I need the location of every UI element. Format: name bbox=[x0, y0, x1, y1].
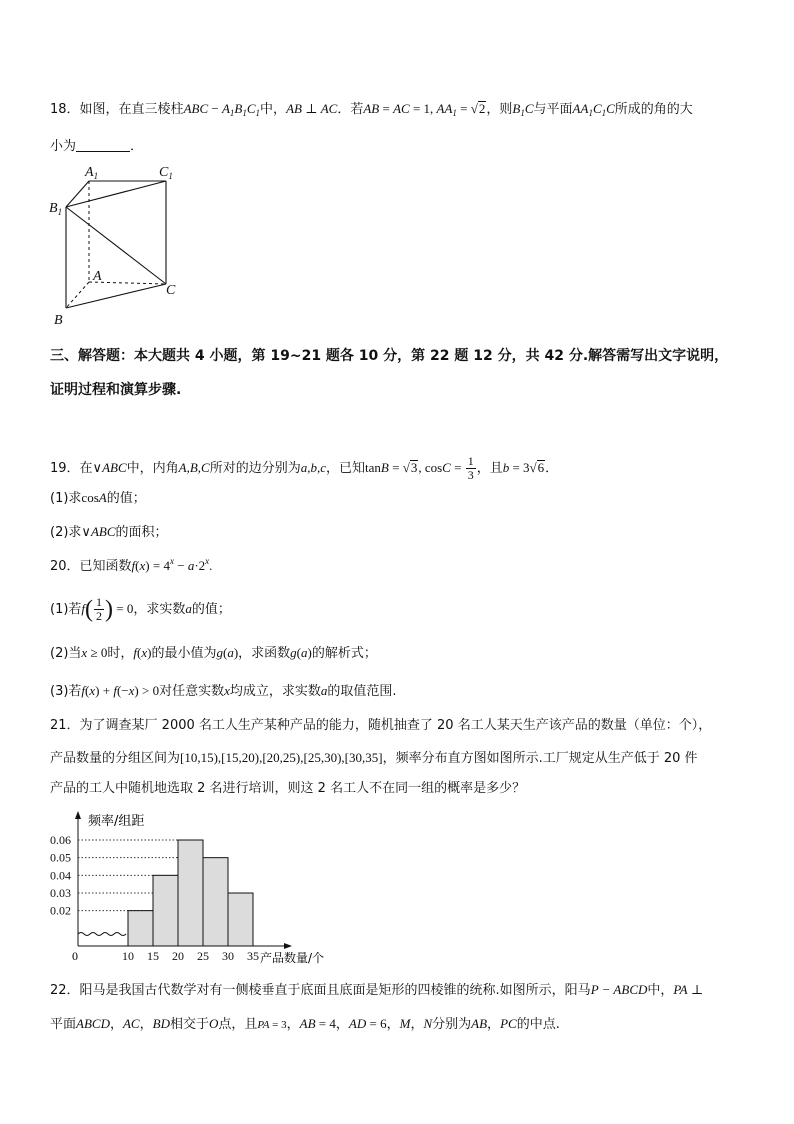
q20-part-2: (2)当x ≥ 0时，f(x)的最小值为g(a)，求函数g(a)的解析式； bbox=[50, 645, 377, 661]
q22-line-1: 22．阳马是我国古代数学对有一侧棱垂直于底面且底面是矩形的四棱锥的统称.如图所示，阳马P − ABCD中，PA ⊥ bbox=[50, 982, 704, 998]
label-a1: $A_1$ bbox=[85, 165, 99, 181]
q19-line-1: 19．在∨ABC中，内角A,B,C所对的边分别为a,b,c，已知tanB = √3, cosC = $\frac{1}{3}$ ，且b = 3√6． bbox=[50, 454, 559, 482]
section-3-heading-line-1: 三、解答题：本大题共 4 小题，第 19~21 题各 10 分，第 22 题 12 分，共 42 分.解答需写出文字说明， bbox=[50, 348, 729, 364]
x-tick-label-25: 25 bbox=[197, 949, 209, 963]
label-c1: $C_1$ bbox=[159, 165, 173, 181]
q21-line-3: 产品的工人中随机地选取 2 名进行培训，则这 2 名工人不在同一组的概率是多少？ bbox=[50, 781, 526, 796]
label-c: C bbox=[166, 283, 176, 298]
origin-label: 0 bbox=[72, 949, 78, 963]
edge-b1c1 bbox=[66, 181, 166, 207]
section-3-heading-line-2: 证明过程和演算步骤. bbox=[50, 382, 182, 398]
q19-part-1: (1)求cosA的值； bbox=[50, 490, 146, 506]
y-axis-label: 频率/组距 bbox=[88, 814, 145, 829]
segment-b1c bbox=[66, 207, 166, 284]
q19-part-2: (2)求∨ABC的面积； bbox=[50, 524, 168, 540]
edge-bc bbox=[66, 284, 166, 308]
fraction-one-half: $\frac{1}{2}$ bbox=[96, 595, 103, 623]
q18-prism-name: ABC bbox=[183, 101, 209, 116]
y-tick-label-0.05: 0.05 bbox=[50, 850, 71, 865]
x-tick-label-30: 30 bbox=[222, 949, 234, 963]
histogram-bar-25-30 bbox=[203, 858, 228, 946]
y-tick-label-0.02: 0.02 bbox=[50, 903, 71, 918]
x-axis-label: 产品数量/个 bbox=[260, 951, 325, 965]
q20-line-1: 20．已知函数$f(x) = 4^x - a\cdot 2^x$. bbox=[50, 556, 213, 574]
q18-text-3: ．若 bbox=[337, 102, 364, 117]
q21-line-2: 产品数量的分组区间为[10,15),[15,20),[20,25),[25,30),[30,35]，频率分布直方图如图所示.工厂规定从生产低于 20 件 bbox=[50, 750, 698, 766]
label-b1: $B_1$ bbox=[49, 201, 63, 217]
q18-text-7: 小为 bbox=[50, 139, 77, 154]
x-tick-label-15: 15 bbox=[147, 949, 159, 963]
histogram-bar-10-15 bbox=[128, 911, 153, 946]
histogram-bar-30-35 bbox=[228, 893, 253, 946]
fraction-one-third: $\frac{1}{3}$ bbox=[467, 454, 474, 482]
y-axis-arrow bbox=[75, 811, 81, 819]
q20-part-3: (3)若f(x) + f(−x) > 0对任意实数x均成立，求实数a的取值范围. bbox=[50, 683, 397, 699]
frequency-histogram bbox=[48, 808, 348, 966]
q18-text-6: 所成的角的大 bbox=[614, 102, 693, 117]
histogram-bar-20-25 bbox=[178, 840, 203, 946]
answer-blank bbox=[76, 137, 130, 152]
y-tick-label-0.06: 0.06 bbox=[50, 833, 71, 847]
q18-text-5: 与平面 bbox=[533, 102, 573, 117]
q18-line-2 bbox=[50, 137, 143, 157]
q20-part-1: (1)若f( $\frac{1}{2}$ ) = 0，求实数a的值； bbox=[50, 595, 231, 623]
label-a: A bbox=[93, 269, 102, 284]
q18-text-2: 中， bbox=[260, 102, 287, 117]
x-tick-label-35: 35 bbox=[247, 949, 259, 963]
hidden-edge-ab bbox=[66, 282, 89, 308]
q22-line-2: 平面ABCD，AC，BD相交于O点，且PA = 3，AB = 4，AD = 6，M，N分别为AB，PC的中点. bbox=[50, 1016, 560, 1032]
x-tick-label-20: 20 bbox=[172, 949, 184, 963]
q18-text-1: 如图，在直三棱柱 bbox=[79, 102, 184, 117]
q18-text-4: ，则 bbox=[486, 102, 513, 117]
q18-text-8: ． bbox=[130, 139, 144, 154]
axis-break-mark bbox=[78, 933, 126, 936]
histogram-bar-15-20 bbox=[153, 875, 178, 946]
edge-a1b1 bbox=[66, 181, 89, 207]
q18-line-1: 18．如图，在直三棱柱ABC − $A_1B_1C_1$中，AB ⊥ AC．若AB = AC = 1, $AA_1 = √2$，则$B_1C$与平面$AA_1C_1C$所成的角的大 bbox=[50, 101, 693, 118]
x-tick-label-10: 10 bbox=[122, 949, 134, 963]
q21-line-1: 21．为了调查某厂 2000 名工人生产某种产品的能力，随机抽查了 20 名工人某天生产该产品的数量（单位：个）， bbox=[50, 718, 712, 733]
y-tick-label-0.04: 0.04 bbox=[50, 868, 71, 883]
x-axis-arrow bbox=[284, 943, 292, 949]
q18-number: 18． bbox=[50, 102, 80, 117]
label-b: B bbox=[54, 313, 63, 328]
prism-figure bbox=[44, 160, 194, 330]
y-tick-label-0.03: 0.03 bbox=[50, 886, 71, 900]
